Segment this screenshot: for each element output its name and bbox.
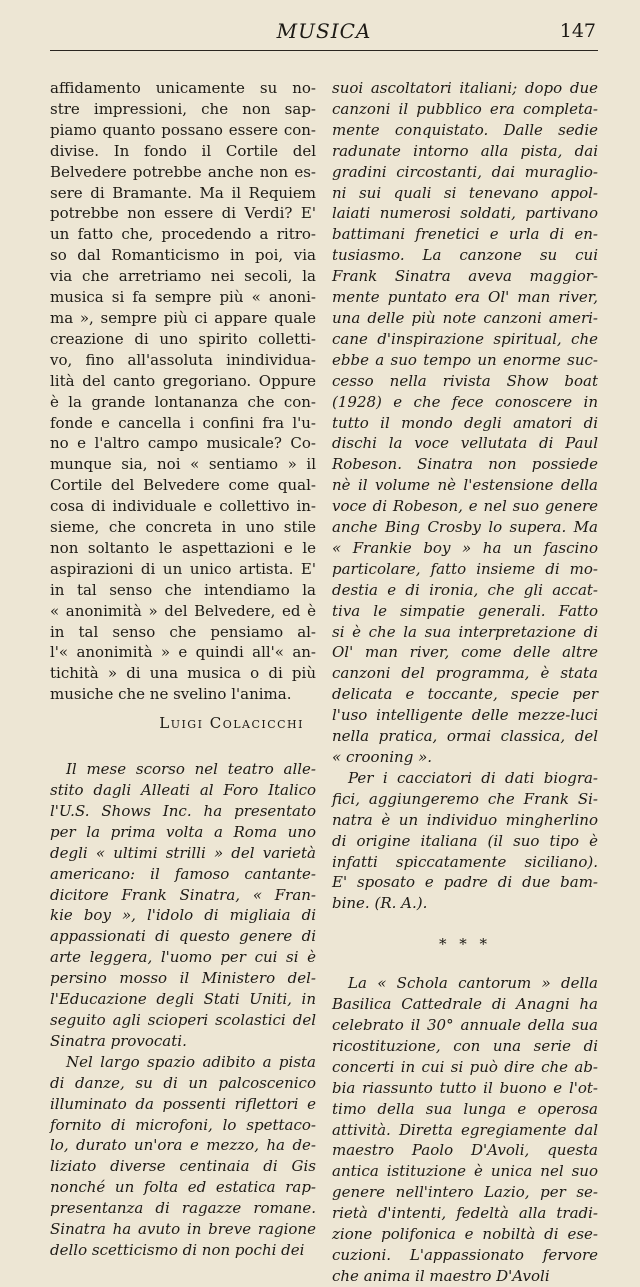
- text-line: seguito agli scioperi scolastici del: [50, 1010, 316, 1029]
- text-line: genere nell'intero Lazio, per se-: [332, 1183, 598, 1202]
- text-line: che anima il maestro D'Avoli: [332, 1266, 550, 1285]
- text-line: Ol' man river, come delle altre: [332, 643, 598, 662]
- text-line: mente conquistato. Dalle sedie: [332, 120, 598, 139]
- text-line: E' sposato e padre di due bam-: [332, 873, 598, 892]
- section-separator: * * *: [438, 935, 492, 954]
- text-line: in tal senso che pensiamo al-: [50, 622, 316, 641]
- text-line: cosa di individuale e collettivo in-: [50, 497, 316, 516]
- text-line: creazione di uno spirito colletti-: [50, 329, 316, 348]
- text-line: « crooning ».: [332, 748, 433, 766]
- text-line: « Frankie boy » ha un fascino: [332, 538, 598, 557]
- text-line: battimani frenetici e urla di en-: [332, 225, 598, 244]
- text-line: Frank Sinatra aveva maggior-: [332, 267, 598, 286]
- text-line: persino mosso il Ministero del-: [50, 969, 316, 988]
- text-line: lità del canto gregoriano. Oppure: [50, 371, 316, 390]
- text-line: so dal Romanticismo in poi, via: [50, 246, 316, 265]
- text-line: tutto il mondo degli amatori di: [332, 413, 598, 432]
- text-line: affidamento unicamente su no-: [50, 79, 316, 97]
- text-line: si è che la sua interpretazione di: [332, 622, 598, 641]
- essay-paragraph: [50, 78, 316, 705]
- text-line: dello scetticismo di non pochi dei: [50, 1240, 305, 1259]
- text-line: sieme, che concreta in uno stile: [50, 518, 316, 537]
- text-line: antica istituzione è unica nel suo: [332, 1162, 598, 1181]
- text-line: tusiasmo. La canzone su cui: [332, 246, 598, 265]
- text-line: delicata e toccante, specie per: [332, 685, 598, 704]
- text-line: liziato diverse centinaia di Gis: [50, 1157, 316, 1176]
- text-line: bine. (R. A.).: [332, 894, 428, 913]
- text-line: nonché un folta ed estatica rap-: [50, 1178, 316, 1197]
- text-line: Robeson. Sinatra non possiede: [332, 455, 598, 474]
- sinatra-article-part-1: [50, 759, 316, 1261]
- text-line: un fatto che, procedendo a ritro-: [50, 225, 316, 244]
- text-line: destia e di ironia, che gli accat-: [332, 580, 598, 599]
- text-line: bia riassunto tutto il buono e l'ot-: [332, 1078, 598, 1097]
- schola-cantorum-article: [332, 973, 598, 1287]
- text-line: stre impressioni, che non sap-: [50, 99, 316, 118]
- text-line: La « Schola cantorum » della: [348, 974, 598, 993]
- text-line: arte leggera, l'uomo per cui si è: [50, 948, 316, 967]
- text-line: particolare, fatto insieme di mo-: [332, 559, 598, 578]
- text-line: piamo quanto possano essere con-: [50, 120, 316, 139]
- text-line: munque sia, noi « sentiamo » il: [50, 455, 316, 474]
- text-line: musica si fa sempre più « anoni-: [50, 288, 316, 307]
- text-line: mente puntato era Ol' man river,: [332, 288, 598, 307]
- text-line: zione polifonica e nobiltà di ese-: [332, 1225, 598, 1244]
- text-line: Belvedere potrebbe anche non es-: [50, 162, 316, 181]
- text-line: nè il volume nè l'estensione della: [332, 476, 598, 495]
- sinatra-article-part-2: [332, 78, 598, 914]
- text-line: aspirazioni di un unico artista. E': [50, 559, 316, 578]
- text-line: dicitore Frank Sinatra, « Fran-: [50, 885, 316, 904]
- text-line: per la prima volta a Roma uno: [50, 822, 316, 841]
- left-column: [50, 78, 316, 1261]
- text-line: fonde e cancella i confini fra l'u-: [50, 413, 316, 432]
- text-line: cuzioni. L'appassionato fervore: [332, 1245, 598, 1264]
- text-line: americano: il famoso cantante-: [50, 864, 316, 883]
- text-line: Sinatra ha avuto in breve ragione: [50, 1220, 316, 1239]
- text-line: una delle più note canzoni ameri-: [332, 308, 598, 327]
- text-line: l'U.S. Shows Inc. ha presentato: [50, 801, 316, 820]
- text-line: ma », sempre più ci appare quale: [50, 308, 316, 327]
- text-line: tiva le simpatie generali. Fatto: [332, 601, 598, 620]
- text-line: di origine italiana (il suo tipo è: [332, 831, 598, 850]
- text-line: fici, aggiungeremo che Frank Si-: [332, 789, 598, 808]
- page-header: [50, 18, 598, 51]
- text-line: nella pratica, ormai classica, del: [332, 727, 598, 746]
- text-line: divise. In fondo il Cortile del: [50, 141, 316, 160]
- text-line: Cortile del Belvedere come qual-: [50, 476, 316, 495]
- text-line: concerti in cui si può dire che ab-: [332, 1057, 598, 1076]
- text-line: no e l'altro campo musicale? Co-: [50, 434, 316, 453]
- text-line: Il mese scorso nel teatro alle-: [66, 760, 316, 779]
- text-line: di danze, su di un palcoscenico: [50, 1073, 316, 1092]
- text-line: canzoni del programma, è stata: [332, 664, 598, 683]
- text-line: appassionati di questo genere di: [50, 927, 316, 946]
- text-line: radunate intorno alla pista, dai: [332, 141, 598, 160]
- text-line: celebrato il 30° annuale della sua: [332, 1015, 598, 1034]
- author-signature: Luigi Colacicchi: [159, 714, 304, 733]
- text-line: dischi la voce vellutata di Paul: [332, 434, 598, 453]
- text-line: canzoni il pubblico era completa-: [332, 99, 598, 118]
- text-line: cane d'inspirazione spiritual, che: [332, 329, 598, 348]
- text-line: è la grande lontananza che con-: [50, 392, 316, 411]
- text-line: maestro Paolo D'Avoli, questa: [332, 1141, 598, 1160]
- text-line: gradini circostanti, dai muraglio-: [332, 162, 598, 181]
- text-line: l'« anonimità » e quindi all'« an-: [50, 643, 316, 662]
- text-line: ricostituzione, con una serie di: [332, 1036, 598, 1055]
- text-line: ebbe a suo tempo un enorme suc-: [332, 350, 598, 369]
- text-line: cesso nella rivista Show boat: [332, 371, 598, 390]
- text-line: illuminato da possenti riflettori e: [50, 1094, 316, 1113]
- text-line: lo, durato un'ora e mezzo, ha de-: [50, 1136, 316, 1155]
- text-line: musiche che ne svelino l'anima.: [50, 685, 292, 704]
- text-line: in tal senso che intendiamo la: [50, 580, 316, 599]
- text-line: Basilica Cattedrale di Anagni ha: [332, 995, 598, 1014]
- text-line: suoi ascoltatori italiani; dopo due: [332, 79, 598, 97]
- text-line: degli « ultimi strilli » del varietà: [50, 843, 316, 862]
- text-line: laiati numerosi soldati, partivano: [332, 204, 598, 223]
- text-line: stito dagli Alleati al Foro Italico: [50, 781, 316, 799]
- text-line: potrebbe non essere di Verdi? E': [50, 204, 316, 223]
- text-line: attività. Diretta egregiamente dal: [332, 1120, 598, 1139]
- text-line: Per i cacciatori di dati biogra-: [348, 768, 598, 787]
- text-line: Sinatra provocati.: [50, 1031, 187, 1050]
- text-line: voce di Robeson, e nel suo genere: [332, 497, 598, 516]
- text-line: vo, fino all'assoluta inindividua-: [50, 350, 316, 369]
- text-line: « anonimità » del Belvedere, ed è: [50, 601, 316, 620]
- text-line: anche Bing Crosby lo supera. Ma: [332, 518, 598, 537]
- text-line: infatti spiccatamente siciliano).: [332, 852, 598, 871]
- text-line: non soltanto le aspettazioni e le: [50, 538, 316, 557]
- text-line: presentanza di ragazze romane.: [50, 1199, 316, 1218]
- text-line: Nel largo spazio adibito a pista: [66, 1052, 316, 1071]
- text-line: l'Educazione degli Stati Uniti, in: [50, 990, 316, 1009]
- text-line: via che arretriamo nei secoli, la: [50, 267, 316, 286]
- text-line: rietà d'intenti, fedeltà alla tradi-: [332, 1204, 598, 1223]
- text-line: l'uso intelligente delle mezze-luci: [332, 706, 598, 725]
- text-line: kie boy », l'idolo di migliaia di: [50, 906, 316, 925]
- text-line: sere di Bramante. Ma il Requiem: [50, 183, 316, 202]
- right-column: [332, 78, 598, 1287]
- text-line: fornito di microfoni, lo spettaco-: [50, 1115, 316, 1134]
- text-line: (1928) e che fece conoscere in: [332, 392, 598, 411]
- text-line: ni sui quali si tenevano appol-: [332, 183, 598, 202]
- running-title: MUSICA: [276, 19, 372, 43]
- page-number: 147: [559, 20, 596, 42]
- text-line: natra è un individuo mingherlino: [332, 810, 598, 829]
- text-line: tichità » di una musica o di più: [50, 664, 316, 683]
- text-line: timo della sua lunga e operosa: [332, 1099, 598, 1118]
